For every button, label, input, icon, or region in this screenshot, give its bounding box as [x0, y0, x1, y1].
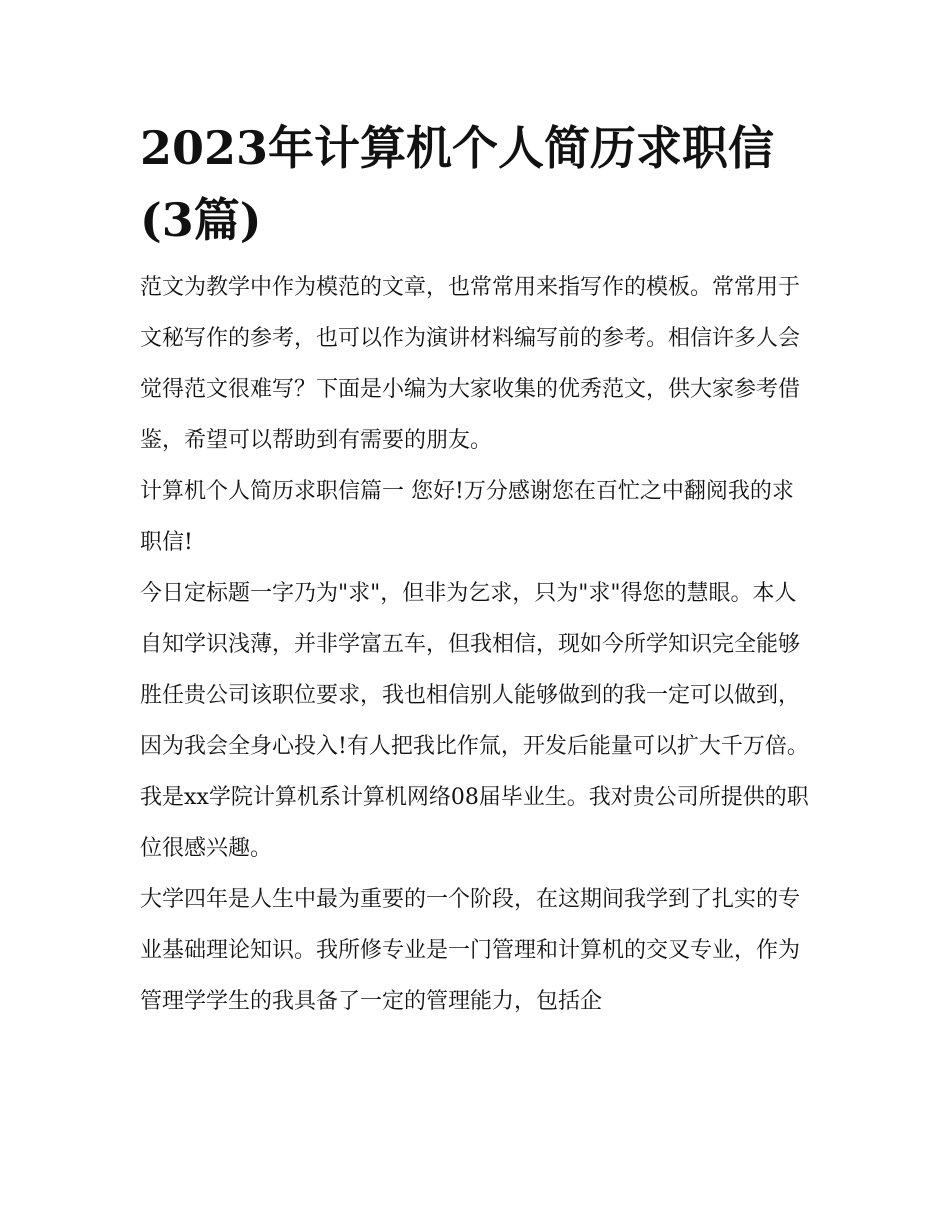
document-page: [140, 112, 812, 1027]
letter-opening-paragraph: 计算机个人简历求职信篇一 您好!万分感谢您在百忙之中翻阅我的求职信!: [140, 479, 794, 555]
letter-title-paragraph: 今日定标题一字乃为"求"，但非为乞求，只为"求"得您的慧眼。本人自知学识浅薄，并非学富五车，但我相信，现如今所学知识完全能够胜任贵公司该职位要求，我也相信别人能够做到的我一定可以做到，因为我会全身心投入!有人把我比作氚，开发后能量可以扩大千万倍。: [140, 581, 809, 759]
document-title: 2023年计算机个人简历求职信(3篇): [140, 121, 775, 247]
university-paragraph: 大学四年是人生中最为重要的一个阶段，在这期间我学到了扎实的专业基础理论知识。我所修专业是一门管理和计算机的交叉专业，作为管理学学生的我具备了一定的管理能力，包括企: [140, 887, 801, 1014]
self-introduction-paragraph: 我是xx学院计算机系计算机网络08届毕业生。我对贵公司所提供的职位很感兴趣。: [140, 785, 809, 861]
intro-paragraph: 范文为教学中作为模范的文章，也常常用来指写作的模板。常常用于文秘写作的参考，也可以作为演讲材料编写前的参考。相信许多人会觉得范文很难写？下面是小编为大家收集的优秀范文，供大家参考借鉴，希望可以帮助到有需要的朋友。: [140, 275, 801, 453]
